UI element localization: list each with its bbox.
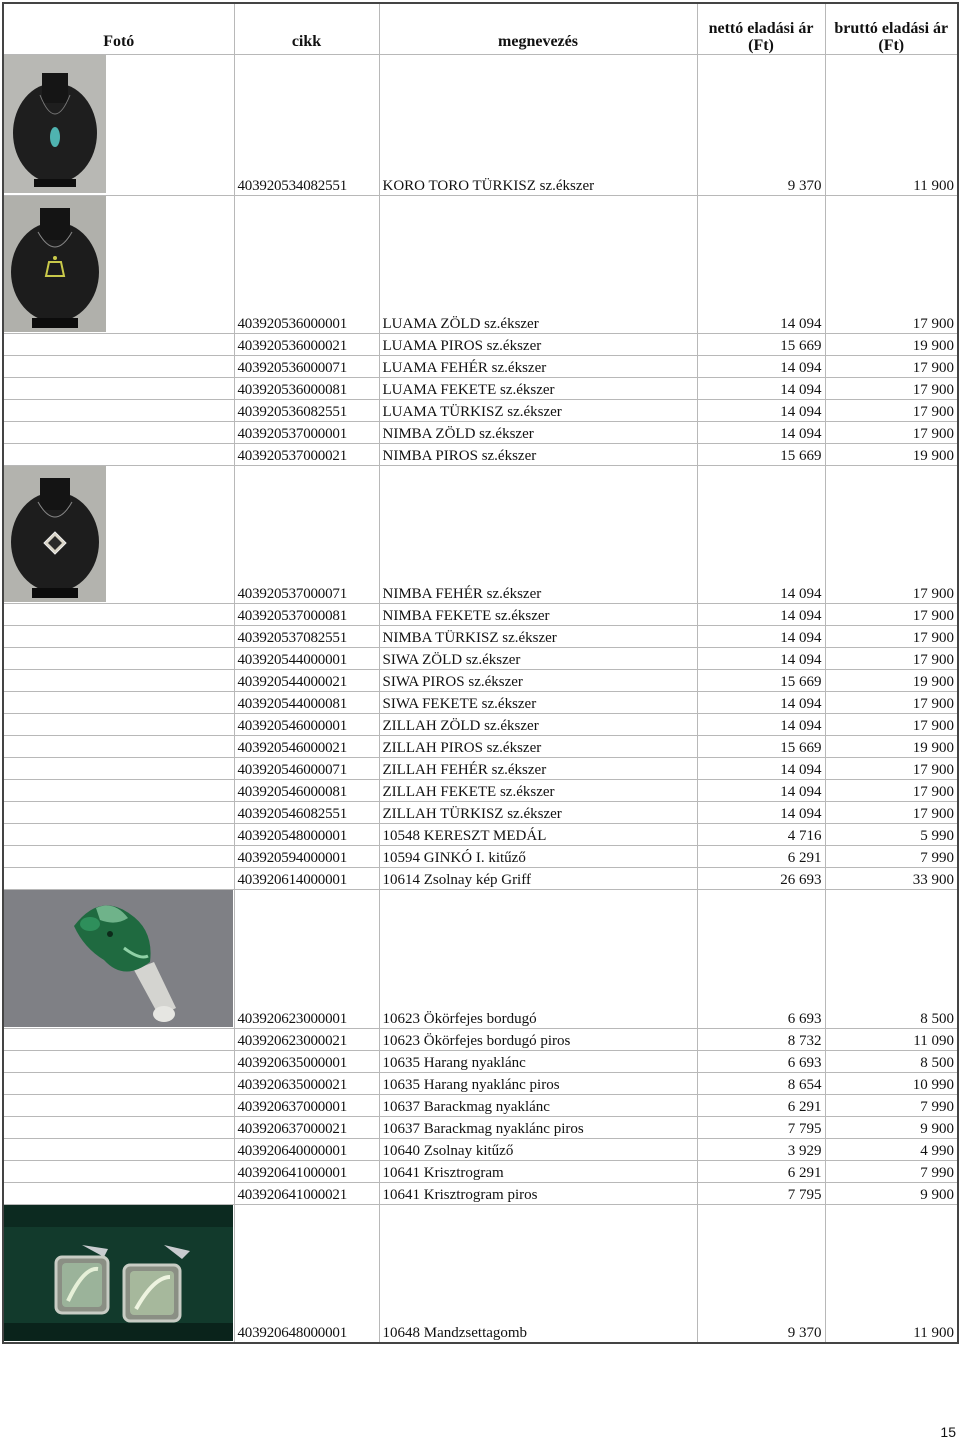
name-cell: NIMBA TÜRKISZ sz.ékszer: [379, 626, 697, 648]
net-price-cell: 15 669: [697, 334, 825, 356]
code-cell: 403920648000001: [234, 1205, 379, 1343]
photo-cell: [3, 846, 234, 868]
gross-price-cell: 7 990: [825, 1095, 958, 1117]
table-row: [3, 356, 958, 378]
photo-cell: [3, 422, 234, 444]
gross-price-cell: 17 900: [825, 780, 958, 802]
gross-price-cell: 8 500: [825, 890, 958, 1029]
table-row: [3, 758, 958, 780]
code-cell: 403920536000071: [234, 356, 379, 378]
name-cell: 10641 Krisztrogram piros: [379, 1183, 697, 1205]
name-cell: 10635 Harang nyaklánc piros: [379, 1073, 697, 1095]
photo-cell: [3, 1183, 234, 1205]
name-cell: ZILLAH PIROS sz.ékszer: [379, 736, 697, 758]
code-cell: 403920546000021: [234, 736, 379, 758]
name-cell: LUAMA ZÖLD sz.ékszer: [379, 196, 697, 334]
photo-cell: [3, 378, 234, 400]
code-cell: 403920537000081: [234, 604, 379, 626]
table-row: [3, 780, 958, 802]
net-price-cell: 14 094: [697, 196, 825, 334]
gross-price-cell: 9 900: [825, 1117, 958, 1139]
photo-cell: [3, 444, 234, 466]
table-row: [3, 692, 958, 714]
name-cell: LUAMA TÜRKISZ sz.ékszer: [379, 400, 697, 422]
photo-cell: [3, 802, 234, 824]
photo-cell: [3, 692, 234, 714]
name-cell: 10635 Harang nyaklánc: [379, 1051, 697, 1073]
table-row: [3, 466, 958, 604]
table-row: [3, 1029, 958, 1051]
photo-cell: [3, 670, 234, 692]
table-row: [3, 1117, 958, 1139]
table-row: [3, 1205, 958, 1343]
gross-price-cell: 19 900: [825, 334, 958, 356]
gross-price-cell: 11 900: [825, 55, 958, 196]
code-cell: 403920548000001: [234, 824, 379, 846]
photo-cell: [3, 1139, 234, 1161]
gross-price-cell: 17 900: [825, 422, 958, 444]
photo-cell: [3, 780, 234, 802]
gross-price-cell: 17 900: [825, 378, 958, 400]
header-code: cikk: [234, 3, 379, 55]
gross-price-cell: 17 900: [825, 802, 958, 824]
table-row: [3, 1051, 958, 1073]
header-name: megnevezés: [379, 3, 697, 55]
name-cell: ZILLAH TÜRKISZ sz.ékszer: [379, 802, 697, 824]
code-cell: 403920536000081: [234, 378, 379, 400]
name-cell: SIWA PIROS sz.ékszer: [379, 670, 697, 692]
table-row: [3, 422, 958, 444]
photo-cell: [3, 334, 234, 356]
name-cell: 10640 Zsolnay kitűző: [379, 1139, 697, 1161]
code-cell: 403920614000001: [234, 868, 379, 890]
net-price-cell: 6 291: [697, 1095, 825, 1117]
table-row: [3, 868, 958, 890]
table-row: [3, 1161, 958, 1183]
table-row: [3, 334, 958, 356]
table-row: [3, 1139, 958, 1161]
header-photo: Fotó: [3, 3, 234, 55]
table-row: [3, 890, 958, 1029]
net-price-cell: 8 654: [697, 1073, 825, 1095]
gross-price-cell: 7 990: [825, 846, 958, 868]
code-cell: 403920635000021: [234, 1073, 379, 1095]
table-row: [3, 604, 958, 626]
gross-price-cell: 10 990: [825, 1073, 958, 1095]
table-row: [3, 400, 958, 422]
code-cell: 403920544000001: [234, 648, 379, 670]
code-cell: 403920544000021: [234, 670, 379, 692]
gross-price-cell: 11 900: [825, 1205, 958, 1343]
photo-cell: [3, 1117, 234, 1139]
name-cell: ZILLAH ZÖLD sz.ékszer: [379, 714, 697, 736]
code-cell: 403920637000021: [234, 1117, 379, 1139]
photo-cell: [3, 758, 234, 780]
table-row: [3, 196, 958, 334]
name-cell: 10623 Ökörfejes bordugó piros: [379, 1029, 697, 1051]
net-price-cell: 26 693: [697, 868, 825, 890]
photo-cell: [3, 1051, 234, 1073]
table-row: [3, 736, 958, 758]
gross-price-cell: 17 900: [825, 196, 958, 334]
name-cell: 10614 Zsolnay kép Griff: [379, 868, 697, 890]
net-price-cell: 6 291: [697, 1161, 825, 1183]
net-price-cell: 9 370: [697, 1205, 825, 1343]
table-row: [3, 824, 958, 846]
code-cell: 403920635000001: [234, 1051, 379, 1073]
table-row: [3, 1095, 958, 1117]
table-row: [3, 846, 958, 868]
code-cell: 403920641000021: [234, 1183, 379, 1205]
photo-cell: [3, 400, 234, 422]
net-price-cell: 14 094: [697, 466, 825, 604]
photo-cell: [3, 868, 234, 890]
gross-price-cell: 5 990: [825, 824, 958, 846]
cufflinks-photo: [4, 1205, 233, 1341]
photo-cell: [3, 604, 234, 626]
code-cell: 403920537000071: [234, 466, 379, 604]
code-cell: 403920534082551: [234, 55, 379, 196]
table-row: [3, 648, 958, 670]
gross-price-cell: 19 900: [825, 670, 958, 692]
name-cell: LUAMA FEHÉR sz.ékszer: [379, 356, 697, 378]
gross-price-cell: 4 990: [825, 1139, 958, 1161]
net-price-cell: 15 669: [697, 670, 825, 692]
gross-price-cell: 9 900: [825, 1183, 958, 1205]
code-cell: 403920546000081: [234, 780, 379, 802]
photo-cell: [3, 1205, 234, 1343]
net-price-cell: 14 094: [697, 422, 825, 444]
photo-cell: [3, 356, 234, 378]
gross-price-cell: 17 900: [825, 466, 958, 604]
name-cell: NIMBA PIROS sz.ékszer: [379, 444, 697, 466]
photo-cell: [3, 890, 234, 1029]
gross-price-cell: 11 090: [825, 1029, 958, 1051]
net-price-cell: 7 795: [697, 1117, 825, 1139]
name-cell: NIMBA FEHÉR sz.ékszer: [379, 466, 697, 604]
net-price-cell: 6 693: [697, 890, 825, 1029]
code-cell: 403920537082551: [234, 626, 379, 648]
photo-cell: [3, 626, 234, 648]
gross-price-cell: 17 900: [825, 626, 958, 648]
code-cell: 403920536082551: [234, 400, 379, 422]
code-cell: 403920623000021: [234, 1029, 379, 1051]
code-cell: 403920546000071: [234, 758, 379, 780]
necklace-photo-green: [4, 196, 106, 332]
table-row: [3, 1183, 958, 1205]
table-row: [3, 626, 958, 648]
gross-price-cell: 17 900: [825, 714, 958, 736]
net-price-cell: 9 370: [697, 55, 825, 196]
code-cell: 403920536000021: [234, 334, 379, 356]
name-cell: LUAMA FEKETE sz.ékszer: [379, 378, 697, 400]
photo-cell: [3, 1029, 234, 1051]
gross-price-cell: 17 900: [825, 758, 958, 780]
code-cell: 403920537000021: [234, 444, 379, 466]
net-price-cell: 4 716: [697, 824, 825, 846]
table-header-row: [3, 3, 958, 55]
photo-cell: [3, 466, 234, 604]
gross-price-cell: 17 900: [825, 400, 958, 422]
necklace-photo-turquoise: [4, 55, 106, 193]
code-cell: 403920537000001: [234, 422, 379, 444]
gross-price-cell: 17 900: [825, 604, 958, 626]
bottle-stopper-photo: [4, 890, 233, 1027]
net-price-cell: 15 669: [697, 444, 825, 466]
header-net-price: nettó eladási ár (Ft): [697, 3, 825, 55]
name-cell: 10641 Krisztrogram: [379, 1161, 697, 1183]
net-price-cell: 14 094: [697, 758, 825, 780]
header-gross-price: bruttó eladási ár (Ft): [825, 3, 958, 55]
net-price-cell: 14 094: [697, 626, 825, 648]
net-price-cell: 14 094: [697, 378, 825, 400]
code-cell: 403920546000001: [234, 714, 379, 736]
code-cell: 403920544000081: [234, 692, 379, 714]
gross-price-cell: 17 900: [825, 356, 958, 378]
net-price-cell: 14 094: [697, 802, 825, 824]
gross-price-cell: 19 900: [825, 444, 958, 466]
code-cell: 403920546082551: [234, 802, 379, 824]
name-cell: 10648 Mandzsettagomb: [379, 1205, 697, 1343]
price-list-table: [2, 2, 959, 1344]
page-number: 15: [940, 1424, 956, 1440]
name-cell: 10594 GINKÓ I. kitűző: [379, 846, 697, 868]
name-cell: LUAMA PIROS sz.ékszer: [379, 334, 697, 356]
name-cell: 10637 Barackmag nyaklánc piros: [379, 1117, 697, 1139]
code-cell: 403920623000001: [234, 890, 379, 1029]
photo-cell: [3, 196, 234, 334]
net-price-cell: 14 094: [697, 604, 825, 626]
code-cell: 403920640000001: [234, 1139, 379, 1161]
photo-cell: [3, 648, 234, 670]
name-cell: NIMBA FEKETE sz.ékszer: [379, 604, 697, 626]
name-cell: ZILLAH FEKETE sz.ékszer: [379, 780, 697, 802]
name-cell: SIWA ZÖLD sz.ékszer: [379, 648, 697, 670]
net-price-cell: 14 094: [697, 714, 825, 736]
gross-price-cell: 17 900: [825, 648, 958, 670]
code-cell: 403920641000001: [234, 1161, 379, 1183]
photo-cell: [3, 1073, 234, 1095]
code-cell: 403920594000001: [234, 846, 379, 868]
net-price-cell: 14 094: [697, 356, 825, 378]
photo-cell: [3, 824, 234, 846]
table-row: [3, 670, 958, 692]
net-price-cell: 15 669: [697, 736, 825, 758]
name-cell: 10637 Barackmag nyaklánc: [379, 1095, 697, 1117]
net-price-cell: 6 291: [697, 846, 825, 868]
necklace-photo-white: [4, 466, 106, 602]
net-price-cell: 14 094: [697, 780, 825, 802]
table-row: [3, 802, 958, 824]
code-cell: 403920536000001: [234, 196, 379, 334]
table-row: [3, 444, 958, 466]
name-cell: ZILLAH FEHÉR sz.ékszer: [379, 758, 697, 780]
photo-cell: [3, 714, 234, 736]
net-price-cell: 8 732: [697, 1029, 825, 1051]
table-row: [3, 714, 958, 736]
net-price-cell: 3 929: [697, 1139, 825, 1161]
net-price-cell: 6 693: [697, 1051, 825, 1073]
photo-cell: [3, 1095, 234, 1117]
table-row: [3, 378, 958, 400]
table-row: [3, 55, 958, 196]
gross-price-cell: 7 990: [825, 1161, 958, 1183]
name-cell: 10548 KERESZT MEDÁL: [379, 824, 697, 846]
gross-price-cell: 17 900: [825, 692, 958, 714]
name-cell: 10623 Ökörfejes bordugó: [379, 890, 697, 1029]
photo-cell: [3, 1161, 234, 1183]
gross-price-cell: 33 900: [825, 868, 958, 890]
name-cell: SIWA FEKETE sz.ékszer: [379, 692, 697, 714]
name-cell: KORO TORO TÜRKISZ sz.ékszer: [379, 55, 697, 196]
net-price-cell: 14 094: [697, 692, 825, 714]
photo-cell: [3, 55, 234, 196]
code-cell: 403920637000001: [234, 1095, 379, 1117]
gross-price-cell: 8 500: [825, 1051, 958, 1073]
table-row: [3, 1073, 958, 1095]
net-price-cell: 14 094: [697, 400, 825, 422]
net-price-cell: 14 094: [697, 648, 825, 670]
gross-price-cell: 19 900: [825, 736, 958, 758]
photo-cell: [3, 736, 234, 758]
net-price-cell: 7 795: [697, 1183, 825, 1205]
name-cell: NIMBA ZÖLD sz.ékszer: [379, 422, 697, 444]
